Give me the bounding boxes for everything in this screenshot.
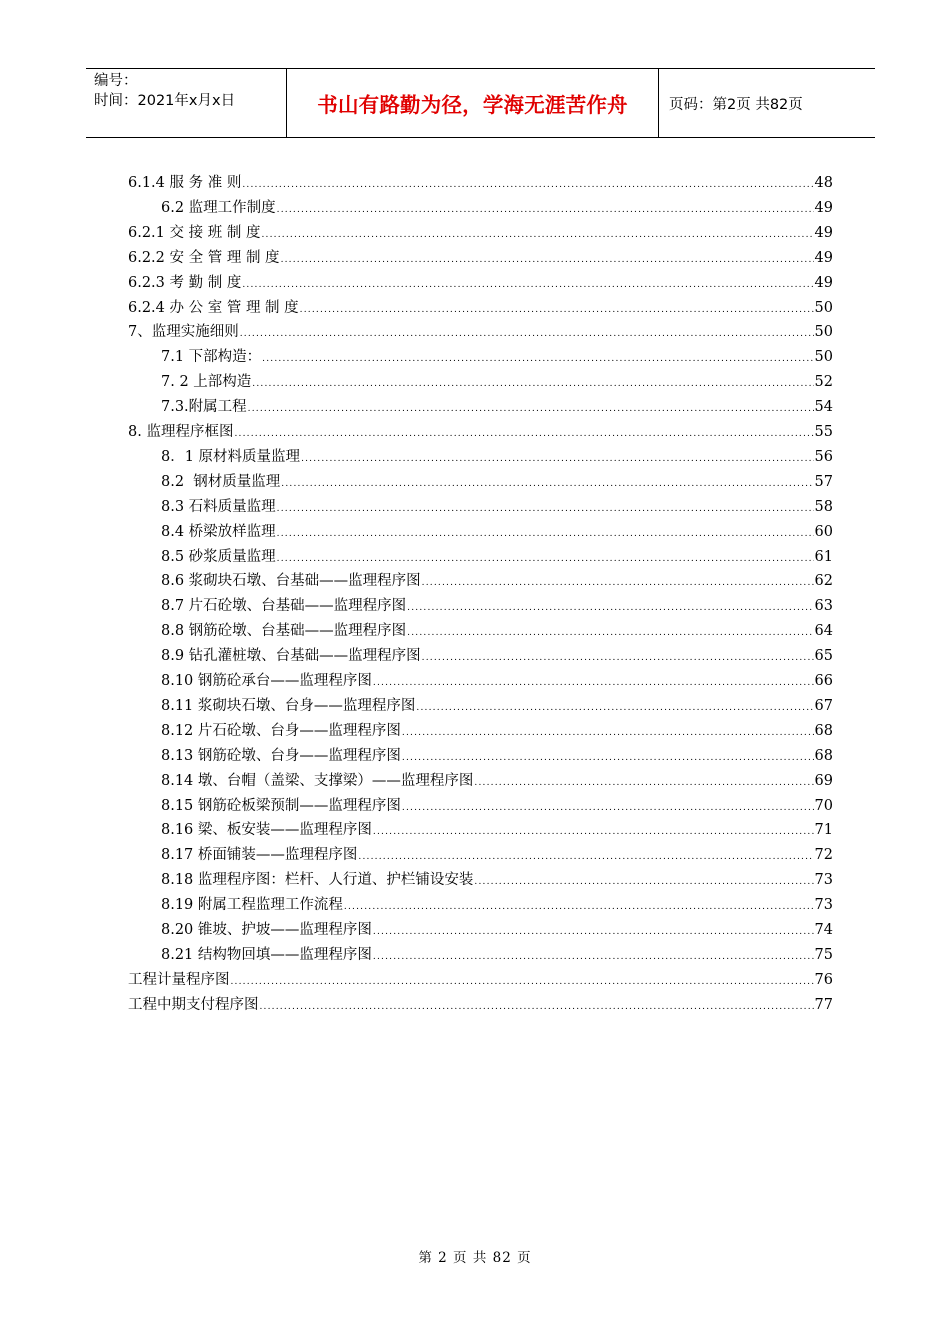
toc-entry[interactable]: [161, 620, 833, 642]
toc-entry-title: 工程计量程序图: [128, 971, 230, 988]
toc-entry-title: 6.2.2 安 全 管 理 制 度: [128, 249, 280, 266]
toc-entry-title: 8.15 钢筋砼板梁预制——监理程序图: [161, 797, 401, 814]
toc-entry-title: 8.10 钢筋砼承台——监理程序图: [161, 673, 372, 689]
toc-entry-page: 75: [814, 946, 833, 963]
toc-entry-page: 48: [814, 175, 833, 191]
toc-entry[interactable]: [161, 346, 833, 368]
toc-entry[interactable]: [161, 819, 833, 841]
toc-entry-page: 61: [814, 548, 833, 565]
toc-dot-leader: [474, 871, 813, 893]
toc-entry-title: 8.4 桥梁放样监理: [161, 523, 276, 540]
toc-entry-title: 8.16 梁、板安装——监理程序图: [161, 822, 372, 839]
toc-dot-leader: [373, 921, 814, 943]
toc-entry[interactable]: [161, 720, 833, 742]
toc-entry-title: 8.9 钻孔灌桩墩、台基础——监理程序图: [161, 648, 421, 665]
toc-dot-leader: [277, 548, 814, 570]
header-motto: 书山有路勤为径，学海无涯苦作舟: [286, 69, 659, 137]
toc-entry[interactable]: [161, 546, 833, 568]
toc-entry-title: 7.1 下部构造：: [161, 349, 262, 366]
toc-entry[interactable]: [161, 869, 833, 891]
toc-entry-title: 6.2.3 考 勤 制 度: [128, 274, 242, 291]
toc-entry[interactable]: [161, 770, 833, 792]
toc-entry-title: 8.8 钢筋砼墩、台基础——监理程序图: [161, 623, 407, 640]
toc-entry-title: 6.2.1 交 接 班 制 度: [128, 224, 261, 241]
toc-entry-page: 65: [814, 648, 833, 665]
toc-entry[interactable]: [161, 595, 833, 617]
toc-entry[interactable]: [128, 321, 833, 343]
page-footer: 第 2 页 共 82 页: [418, 1250, 532, 1266]
toc-dot-leader: [281, 473, 813, 495]
toc-dot-leader: [281, 249, 814, 271]
toc-entry[interactable]: [161, 695, 833, 717]
toc-entry-title: 6.2 监理工作制度: [161, 199, 276, 216]
toc-entry-page: 49: [814, 199, 833, 216]
toc-entry-page: 55: [814, 424, 833, 440]
toc-entry-title: 8.12 片石砼墩、台身——监理程序图: [161, 722, 401, 739]
toc-entry[interactable]: [128, 172, 833, 194]
toc-entry[interactable]: [161, 521, 833, 543]
toc-entry[interactable]: [161, 745, 833, 767]
toc-dot-leader: [262, 348, 813, 370]
toc-entry-title: 工程中期支付程序图: [128, 996, 259, 1013]
toc-entry-title: 8.13 钢筋砼墩、台身——监理程序图: [161, 747, 401, 764]
toc-entry-page: 71: [814, 822, 833, 839]
toc-entry-page: 73: [814, 872, 833, 889]
toc-entry-title: 8.6 浆砌块石墩、台基础——监理程序图: [161, 573, 421, 590]
toc-dot-leader: [407, 622, 813, 644]
toc-entry-page: 66: [814, 673, 833, 689]
toc-entry[interactable]: [128, 247, 833, 269]
toc-entry-page: 50: [814, 299, 833, 316]
toc-dot-leader: [373, 821, 814, 843]
document-number-label: 编号：: [94, 73, 138, 89]
toc-entry[interactable]: [161, 570, 833, 592]
toc-entry[interactable]: [128, 994, 833, 1016]
toc-entry-page: 54: [814, 399, 833, 416]
toc-entry-page: 60: [814, 523, 833, 540]
toc-entry-page: 49: [814, 224, 833, 241]
toc-dot-leader: [344, 896, 814, 918]
toc-dot-leader: [242, 174, 813, 196]
toc-entry-page: 49: [814, 249, 833, 266]
toc-entry-title: 8.21 结构物回填——监理程序图: [161, 946, 372, 963]
toc-entry-title: 8.14 墩、台帽（盖梁、支撑梁）——监理程序图: [161, 772, 474, 789]
toc-entry-title: 8.3 石料质量监理: [161, 498, 276, 515]
toc-entry-title: 8. 监理程序框图: [128, 424, 234, 440]
toc-entry-title: 8.2 钢材质量监理: [161, 473, 281, 490]
toc-entry[interactable]: [128, 969, 833, 991]
toc-dot-leader: [240, 323, 814, 345]
toc-entry[interactable]: [161, 645, 833, 667]
toc-entry[interactable]: [161, 496, 833, 518]
toc-entry[interactable]: [161, 944, 833, 966]
toc-entry[interactable]: [161, 795, 833, 817]
toc-entry[interactable]: [161, 670, 833, 692]
toc-entry-page: 74: [814, 922, 833, 938]
toc-entry-page: 70: [814, 797, 833, 814]
toc-entry-page: 57: [814, 473, 833, 490]
toc-entry-page: 50: [814, 324, 833, 341]
toc-entry-title: 7. 2 上部构造: [161, 374, 252, 391]
toc-entry-page: 72: [814, 847, 833, 864]
toc-entry[interactable]: [128, 272, 833, 294]
toc-entry-page: 62: [814, 573, 833, 590]
toc-entry-page: 73: [814, 897, 833, 914]
toc-entry-title: 8.5 砂浆质量监理: [161, 548, 276, 565]
toc-entry-title: 7、监理实施细则: [128, 324, 239, 341]
toc-entry-title: 8.19 附属工程监理工作流程: [161, 897, 343, 914]
toc-entry-page: 56: [814, 448, 833, 465]
toc-dot-leader: [277, 523, 814, 545]
toc-entry-page: 77: [814, 996, 833, 1013]
toc-dot-leader: [474, 772, 813, 794]
toc-dot-leader: [242, 274, 813, 296]
toc-dot-leader: [402, 797, 814, 819]
toc-entry-page: 58: [814, 498, 833, 515]
toc-entry-title: 8.7 片石砼墩、台基础——监理程序图: [161, 598, 407, 615]
toc-dot-leader: [277, 199, 814, 221]
toc-entry[interactable]: [128, 297, 833, 319]
toc-entry-page: 49: [814, 274, 833, 291]
toc-dot-leader: [300, 299, 814, 321]
toc-dot-leader: [261, 224, 813, 246]
toc-dot-leader: [422, 647, 814, 669]
toc-entry-title: 6.2.4 办 公 室 管 理 制 度: [128, 299, 299, 316]
toc-entry-title: 8.17 桥面铺装——监理程序图: [161, 847, 358, 864]
toc-entry-page: 64: [814, 623, 833, 640]
toc-entry[interactable]: [161, 446, 833, 468]
toc-entry[interactable]: [161, 471, 833, 493]
toc-entry-title: 8.20 锥坡、护坡——监理程序图: [161, 922, 372, 938]
page-header: [86, 68, 875, 138]
header-page-info: 页码：第2页 共82页: [669, 96, 803, 113]
toc-entry-page: 68: [814, 722, 833, 739]
toc-dot-leader: [373, 946, 814, 968]
toc-entry-page: 67: [814, 697, 833, 714]
toc-entry[interactable]: [128, 421, 833, 443]
toc-entry-page: 76: [814, 971, 833, 988]
toc-dot-leader: [248, 398, 814, 420]
toc-dot-leader: [301, 448, 813, 470]
toc-dot-leader: [422, 572, 814, 594]
toc-dot-leader: [416, 697, 813, 719]
toc-entry-title: 8.18 监理程序图：栏杆、人行道、护栏铺设安装: [161, 872, 474, 889]
document-time-label: 时间：2021年x月x日: [94, 93, 236, 109]
toc-dot-leader: [252, 373, 813, 395]
toc-entry-page: 50: [814, 349, 833, 366]
toc-dot-leader: [407, 597, 813, 619]
toc-entry-title: 8．1 原材料质量监理: [161, 448, 301, 465]
toc-entry[interactable]: [161, 396, 833, 418]
toc-entry-page: 69: [814, 772, 833, 789]
toc-dot-leader: [358, 846, 813, 868]
toc-dot-leader: [231, 971, 814, 993]
toc-entry[interactable]: [161, 919, 833, 941]
toc-dot-leader: [234, 423, 813, 445]
toc-dot-leader: [277, 498, 814, 520]
toc-entry-title: 7.3.附属工程: [161, 399, 247, 416]
toc-dot-leader: [402, 747, 814, 769]
toc-entry[interactable]: [161, 844, 833, 866]
toc-entry-title: 8.11 浆砌块石墩、台身——监理程序图: [161, 697, 416, 714]
toc-entry[interactable]: [161, 371, 833, 393]
toc-entry[interactable]: [161, 894, 833, 916]
toc-dot-leader: [260, 996, 814, 1018]
header-meta: [86, 69, 286, 137]
toc-dot-leader: [402, 722, 814, 744]
toc-dot-leader: [373, 672, 814, 694]
toc-entry-page: 68: [814, 747, 833, 764]
toc-entry-title: 6.1.4 服 务 准 则: [128, 175, 242, 191]
toc-entry[interactable]: [161, 197, 833, 219]
toc-entry-page: 52: [814, 374, 833, 391]
toc-entry-page: 63: [814, 598, 833, 615]
toc-entry[interactable]: [128, 222, 833, 244]
